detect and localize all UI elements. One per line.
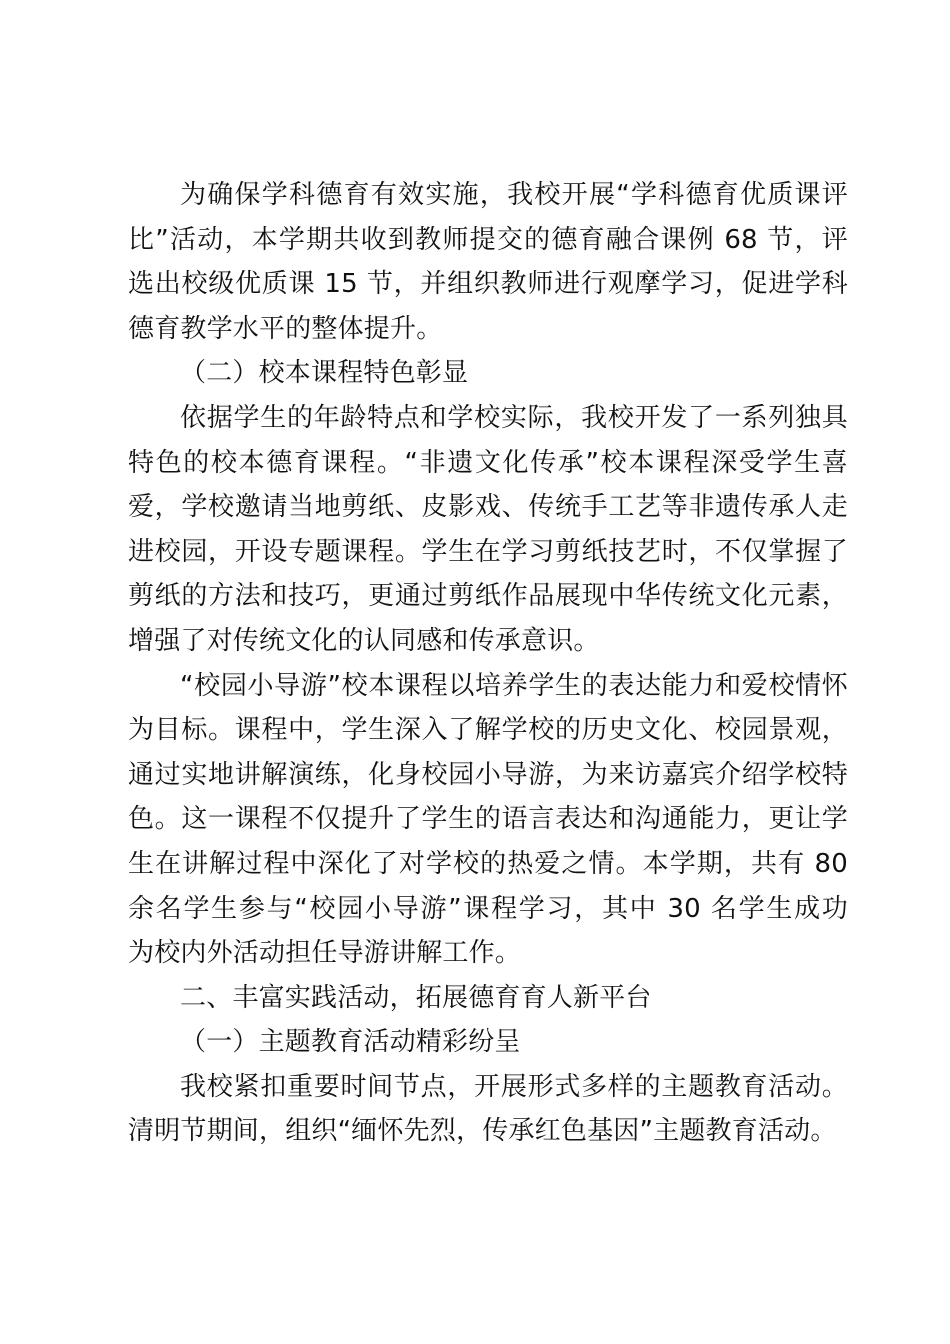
paragraph-line: 增强了对传统文化的认同感和传承意识。 [128, 625, 600, 656]
section-subheading: （二）校本课程特色彰显 [180, 358, 469, 389]
paragraph-line: 剪纸的方法和技巧，更通过剪纸作品展现中华传统文化元素， [128, 581, 848, 612]
paragraph-line: 选出校级优质课 15 节，并组织教师进行观摩学习，促进学科 [128, 269, 848, 300]
paragraph-line: 德育教学水平的整体提升。 [128, 313, 443, 344]
paragraph-line: 生在讲解过程中深化了对学校的热爱之情。本学期，共有 80 [128, 848, 848, 879]
paragraph-line: 特色的校本德育课程。“非遗文化传承”校本课程深受学生喜 [128, 447, 848, 478]
paragraph-line: 为目标。课程中，学生深入了解学校的历史文化、校园景观， [128, 715, 848, 746]
section-subheading: （一）主题教育活动精彩纷呈 [180, 1027, 521, 1058]
paragraph-line: 为校内外活动担任导游讲解工作。 [128, 938, 522, 969]
paragraph-line: 比”活动，本学期共收到教师提交的德育融合课例 68 节，评 [128, 224, 848, 255]
paragraph-line: 依据学生的年龄特点和学校实际，我校开发了一系列独具 [180, 402, 848, 433]
paragraph-line: 通过实地讲解演练，化身校园小导游，为来访嘉宾介绍学校特 [128, 759, 848, 790]
paragraph-line: 为确保学科德育有效实施，我校开展“学科德育优质课评 [180, 180, 848, 210]
paragraph-line: 清明节期间，组织“缅怀先烈，传承红色基因”主题教育活动。 [128, 1116, 837, 1147]
paragraph-line: “校园小导游”校本课程以培养学生的表达能力和爱校情怀 [180, 670, 848, 701]
paragraph-line: 进校园，开设专题课程。学生在学习剪纸技艺时，不仅掌握了 [128, 536, 848, 567]
section-heading: 二、丰富实践活动，拓展德育育人新平台 [180, 982, 652, 1013]
paragraph-line: 余名学生参与“校园小导游”课程学习，其中 30 名学生成功 [128, 893, 848, 924]
document-body [128, 173, 848, 1154]
paragraph-line: 我校紧扣重要时间节点，开展形式多样的主题教育活动。 [180, 1071, 848, 1102]
paragraph-line: 爱，学校邀请当地剪纸、皮影戏、传统手工艺等非遗传承人走 [128, 492, 848, 523]
paragraph-line: 色。这一课程不仅提升了学生的语言表达和沟通能力，更让学 [128, 804, 848, 835]
